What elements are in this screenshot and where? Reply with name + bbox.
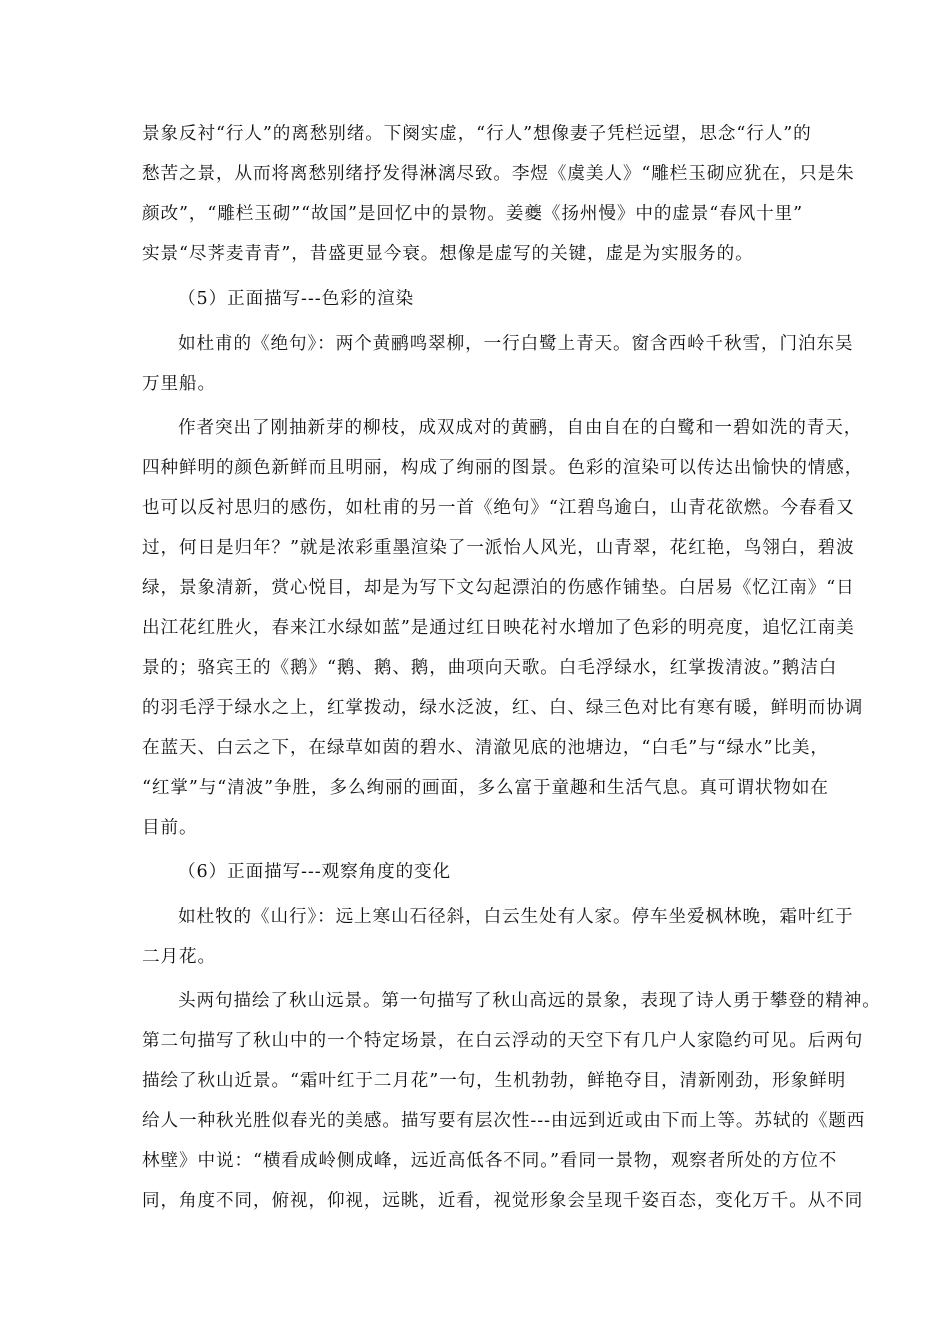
section-heading: （5）正面描写---色彩的渲染 [178, 289, 415, 309]
text-line: 林壁》中说：“横看成岭侧成峰，远近高低各不同。”看同一景物，观察者所处的方位不 [142, 1151, 838, 1171]
text-line: 出江花红胜火，春来江水绿如蓝”是通过红日映花衬水增加了色彩的明亮度，追忆江南美 [142, 618, 855, 638]
text-line: 绿，景象清新，赏心悦目，却是为写下文勾起漂泊的伤感作铺垫。白居易《忆江南》“日 [142, 578, 855, 598]
text-line: 第二句描写了秋山中的一个特定场景，在白云浮动的天空下有几户人家隐约可见。后两句 [142, 1031, 864, 1051]
text-line: 四种鲜明的颜色新鲜而且明丽，构成了绚丽的图景。色彩的渲染可以传达出愉快的情感， [142, 458, 864, 478]
text-line: 二月花。 [142, 947, 216, 967]
text-line: 也可以反衬思归的感伤，如杜甫的另一首《绝句》“江碧鸟逾白，山青花欲燃。今春看又 [142, 498, 855, 518]
text-line: 颜改”，“雕栏玉砌”“故国”是回忆中的景物。姜夔《扬州慢》中的虚景“春风十里” [142, 204, 804, 224]
text-line: 如杜牧的《山行》：远上寒山石径斜，白云生处有人家。停车坐爱枫林晚，霜叶红于 [178, 907, 854, 927]
text-line: 同，角度不同，俯视，仰视，远眺，近看，视觉形象会呈现千姿百态，变化万千。从不同 [142, 1191, 864, 1211]
text-line: 景象反衬“行人”的离愁别绪。下阕实虚，“行人”想像妻子凭栏远望，思念“行人”的 [142, 124, 812, 144]
text-line: 万里船。 [142, 374, 216, 394]
text-line: 如杜甫的《绝句》：两个黄鹂鸣翠柳，一行白鹭上青天。窗含西岭千秋雪，门泊东吴 [178, 334, 854, 354]
text-line: 头两句描绘了秋山远景。第一句描写了秋山高远的景象，表现了诗人勇于攀登的精神。 [178, 991, 881, 1011]
text-line: 景的；骆宾王的《鹅》“鹅、鹅、鹅，曲项向天歌。白毛浮绿水，红掌拨清波。”鹅洁白 [142, 658, 838, 678]
text-line: 实景“尽荠麦青青”，昔盛更显今衰。想像是虚写的关键，虚是为实服务的。 [142, 244, 754, 264]
text-line: 的羽毛浮于绿水之上，红掌拨动，绿水泛波，红、白、绿三色对比有寒有暖，鲜明而协调 [142, 698, 864, 718]
text-line: 目前。 [142, 818, 198, 838]
text-line: 作者突出了刚抽新芽的柳枝，成双成对的黄鹂，自由自在的白鹭和一碧如洗的青天， [178, 418, 863, 438]
text-line: 给人一种秋光胜似春光的美感。描写要有层次性---由远到近或由下而上等。苏轼的《题西 [142, 1111, 866, 1131]
text-line: 过，何日是归年？”就是浓彩重墨渲染了一派怡人风光，山青翠，花红艳，鸟翎白，碧波 [142, 538, 855, 558]
text-line: 在蓝天、白云之下，在绿草如茵的碧水、清澈见底的池塘边，“白毛”与“绿水”比美， [142, 738, 829, 758]
text-line: “红掌”与“清波”争胜，多么绚丽的画面，多么富于童趣和生活气息。真可谓状物如在 [142, 778, 829, 798]
text-line: 描绘了秋山近景。“霜叶红于二月花”一句，生机勃勃，鲜艳夺目，清新刚劲，形象鲜明 [142, 1071, 847, 1091]
text-line: 愁苦之景，从而将离愁别绪抒发得淋漓尽致。李煜《虞美人》“雕栏玉砌应犹在，只是朱 [142, 164, 855, 184]
section-heading: （6）正面描写---观察角度的变化 [178, 862, 452, 882]
